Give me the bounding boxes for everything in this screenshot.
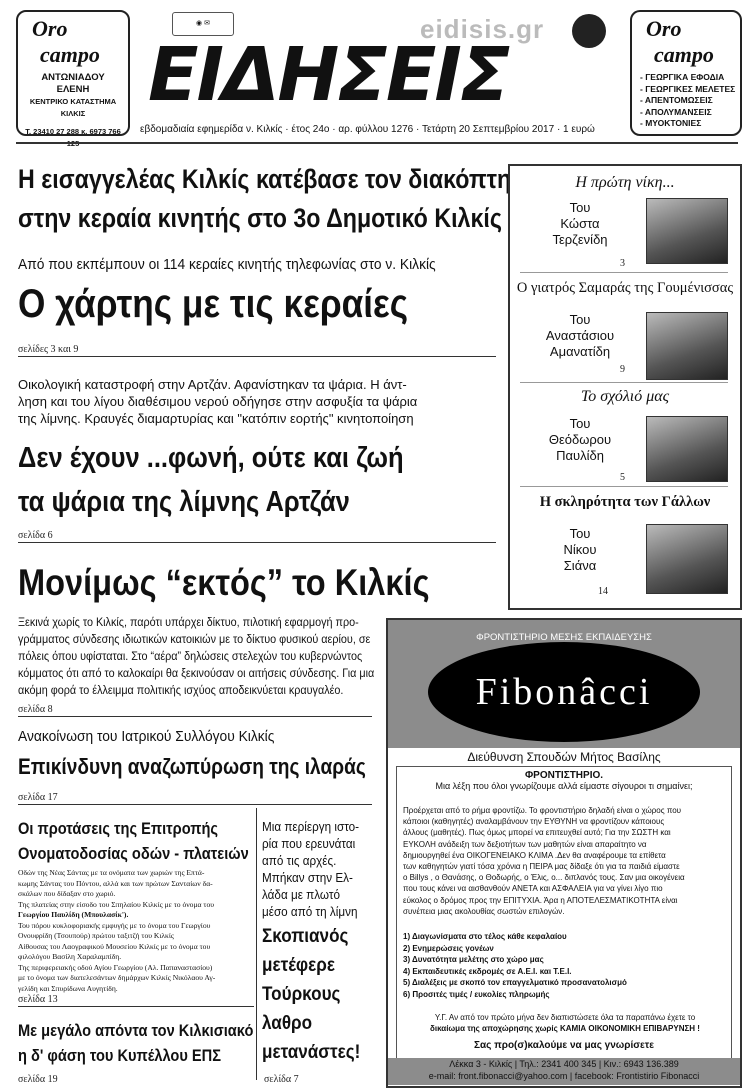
story5-text-line: Του πόρου κυκλοφοριακής εμφυγής με το όνομα του Γεωργίου xyxy=(18,920,211,930)
story6-headline-line[interactable]: Τούρκους xyxy=(262,984,341,1005)
ad-director: Διεύθυνση Σπουδών Μήτος Βασίλης xyxy=(467,750,661,764)
story5-text-line: Της πλατείας στην είσοδο του Σπηλαίου Κιλκίς με το όνομα του xyxy=(18,899,215,909)
byline: Του xyxy=(569,416,591,431)
story4-kicker: Ανακοίνωση του Ιατρικού Συλλόγου Κιλκίς xyxy=(18,728,275,745)
divider xyxy=(520,382,728,383)
story5-text-line: Γεωργίου Παυλίδη (Μπουλασίκ'). xyxy=(18,910,129,919)
divider xyxy=(18,716,372,717)
story6-text-line: Μια περίεργη ιστο- xyxy=(262,819,360,834)
story4-page-ref: σελίδα 17 xyxy=(18,792,58,803)
divider xyxy=(18,804,372,805)
story6-headline-line[interactable]: μετανάστες! xyxy=(262,1042,361,1063)
story6-headline-line[interactable]: μετέφερε xyxy=(262,955,335,976)
story3-page-ref: σελίδα 8 xyxy=(18,704,53,715)
story2-headline-line1[interactable]: Δεν έχουν ...φωνή, ούτε και ζωή xyxy=(18,442,404,474)
ad-text-line: άλλους (μαθητές). Πως όμως μπορεί να επιτευχθεί αυτό; Για την ΣΩΣΤΗ και xyxy=(403,828,671,838)
story5-page-ref: σελίδα 13 xyxy=(18,994,58,1005)
ad-feature: 5) Διαλέξεις με σκοπό τον επαγγελματικό προσανατολισμό xyxy=(403,978,627,988)
story5-text-line: Οδών της Νέας Σάντας με τα ονόματα των χωριών της Επτά- xyxy=(18,868,205,877)
story6-text-line: από τις αρχές. xyxy=(262,853,337,868)
divider xyxy=(18,542,496,543)
author-photo xyxy=(646,198,728,264)
byline: Του xyxy=(569,526,591,541)
ad-text-line: εύκολος ο δρόμος προς την ΕΠΙΤΥΧΙΑ. Άρα η ΑΠΟΤΕΛΕΣΜΑΤΙΚΟΤΗΤΑ είναι xyxy=(403,895,678,905)
media-logo xyxy=(572,14,606,48)
ad-feature: 4) Εκπαιδευτικές εκδρομές σε Α.Ε.Ι. και Τ.Ε.Ι. xyxy=(403,966,572,976)
byline: Κώστα xyxy=(560,216,600,231)
story7-headline-line1[interactable]: Με μεγάλο απόντα τον Κιλκισιακό xyxy=(18,1021,254,1040)
story3-text-line: πόλεις όπου υφίσταται. Στο “αέρα” δηλώσεις στελεχών του κυβερνώντος xyxy=(18,649,363,663)
story1-kicker: Από που εκπέμπουν οι 114 κεραίες κινητής τηλεφωνίας στο ν. Κιλκίς xyxy=(18,256,436,273)
right-advert xyxy=(630,10,742,136)
story2-intro: ληση και του λίγου διαθέσιμου νερού οδήγησε στην ασφυξία τα ψάρια xyxy=(18,394,418,409)
story2-headline-line2[interactable]: τα ψάρια της λίμνης Αρτζάν xyxy=(18,486,350,518)
ad-top-label: ΦΡΟΝΤΙΣΤΗΡΙΟ ΜΕΣΗΣ ΕΚΠΑΙΔΕΥΣΗΣ xyxy=(476,632,652,643)
ad-feature: 6) Προσιτές τιμές / ευκολίες πληρωμής xyxy=(403,989,550,999)
byline: Του xyxy=(569,312,591,327)
service-item: - ΜΥΟΚΤΟΝΙΕΣ xyxy=(640,118,702,128)
story6-text-line: λάδα με πλωτό xyxy=(262,887,341,902)
column-title[interactable]: Ο γιατρός Σαμαράς της Γουμένισσας xyxy=(516,280,734,296)
owner-name: ΕΛΕΝΗ xyxy=(56,84,90,95)
story3-text-line: κόμματος ότι από το καλοκαίρι θα ξεκινούσαν οι αιτήσεις σύνδεσης. Για μια xyxy=(18,666,375,680)
ad-closing: δικαίωμα της αποχώρησης χωρίς ΚΑΜΙΑ ΟΙΚΟΝΟΜΙΚΗ ΕΠΙΒΑΡΥΝΣΗ ! xyxy=(430,1024,700,1034)
byline: Σιάνα xyxy=(563,558,597,573)
ad-text-line: ΕΥΚΟΛΗ ανάδειξη των δεξιοτήτων των μαθητών είναι απαραίτητο να xyxy=(403,839,647,849)
story1-headline-line1[interactable]: Η εισαγγελέας Κιλκίς κατέβασε τον διακόπτη xyxy=(18,164,512,194)
masthead-divider xyxy=(16,142,738,144)
column-page-ref: 14 xyxy=(598,586,608,597)
ad-text-line: των καθηγητών γιατί τόσα χρόνια η ΠΕΙΡΑ μας δίδαξε ότι για τα παιδιά είμαστε xyxy=(403,862,680,872)
story1-headline-line2[interactable]: στην κεραία κινητής στο 3ο Δημοτικό Κιλκίς xyxy=(18,203,502,233)
story2-intro: Οικολογική καταστροφή στην Αρτζάν. Αφανίστηκαν τα ψάρια. Η άντ- xyxy=(18,377,407,392)
column-page-ref: 3 xyxy=(620,258,625,269)
story1-main-headline[interactable]: Ο χάρτης με τις κεραίες xyxy=(18,282,409,326)
story6-page-ref: σελίδα 7 xyxy=(264,1074,299,1085)
story5-text-line: Της περιφερειακής οδού Αγίου Γεωργίου (Αλ. Παπαναστασίου) xyxy=(18,962,213,972)
ad-address: Λέκκα 3 - Κιλκίς | Τηλ.: 2341 400 345 | Κιν.: 6943 136.389 xyxy=(449,1059,679,1069)
story7-headline-line2[interactable]: η δ' φάση του Κυπέλλου ΕΠΣ xyxy=(18,1046,221,1065)
story6-text-line: μέσο από τη λίμνη xyxy=(262,904,358,919)
ad-footer xyxy=(388,1058,740,1085)
ad-slogan: Σας προ(σ)καλούμε να μας γνωρίσετε xyxy=(473,1040,655,1052)
fibonacci-logo: Fibonâcci xyxy=(475,671,653,713)
ad-closing: Υ.Γ. Αν από τον πρώτο μήνα δεν διαπιστώσετε όλα τα παραπάνω έχετε το xyxy=(434,1013,696,1023)
story5-text-line: σκάλων που δίδαξαν στο χωριό. xyxy=(18,889,116,898)
story5-text-line: Αίθουσας του Λαογραφικού Μουσείου Κιλκίς με το όνομα του xyxy=(18,941,211,951)
column-page-ref: 5 xyxy=(620,472,625,483)
fibonacci-advert[interactable] xyxy=(386,618,742,1088)
ad-tagline: Μια λέξη που όλοι γνωρίζουμε αλλά είμαστε σίγουροι τι σημαίνει; xyxy=(435,781,693,791)
ad-text-line: δημιουργηθεί ένα ΟΙΚΟΓΕΝΕΙΑΚΟ ΚΛΙΜΑ .Δεν θα αναφέρουμε τα επίθετα xyxy=(403,850,666,860)
ad-text-line: συνέπεια μιας ακολουθίας σωστών επιλογών. xyxy=(403,906,565,916)
column-title[interactable]: Το σχόλιό μας xyxy=(580,388,670,405)
divider xyxy=(18,356,496,357)
ad-title: ΦΡΟΝΤΙΣΤΗΡΙΟ. xyxy=(524,770,604,781)
story6-headline-line[interactable]: Σκοπιανός xyxy=(262,926,349,947)
author-photo xyxy=(646,416,728,482)
oro-campo-logo-right: Oro campo xyxy=(646,16,714,67)
story5-text-line: γελίδη και Σπυρίδωνα Αυγητίδη. xyxy=(18,983,118,993)
author-photo xyxy=(646,524,728,594)
owner-surname: ΑΝΤΩΝΙΑΔΟΥ xyxy=(41,72,105,83)
byline: Αναστάσιου xyxy=(545,328,615,343)
story3-headline[interactable]: Μονίμως “εκτός” το Κιλκίς xyxy=(18,562,430,603)
story3-text-line: Ξεκινά χωρίς το Κιλκίς, παρότι υπάρχει δίκτυο, πιλοτική εφαρμογή προ- xyxy=(18,615,359,629)
story7-page-ref: σελίδα 19 xyxy=(18,1074,58,1085)
opinion-sidebar xyxy=(508,164,742,610)
story2-page-ref: σελίδα 6 xyxy=(18,530,53,541)
ad-text-line: ο Billys , ο Θανάσης, ο Θοδωρής, ο Έλις, ο... διπλανός τους. Σαν μια οικογένεια xyxy=(403,873,685,883)
column-page-ref: 9 xyxy=(620,364,625,375)
story5-text-line: Ονουφρίδη (Τσουπούρ) πρώτου ταξιτζή του Κιλκίς xyxy=(18,931,174,940)
service-item: - ΓΕΩΡΓΙΚΑ ΕΦΟΔΙΑ xyxy=(640,72,725,82)
ad-text-line: Προέρχεται από το ρήμα φροντίζω. Το φροντιστήριο δηλαδή είναι ο χώρος που xyxy=(403,806,682,815)
story1-page-ref: σελίδες 3 και 9 xyxy=(18,344,79,355)
divider xyxy=(18,1006,254,1007)
author-photo xyxy=(646,312,728,380)
ad-feature: 2) Ενημερώσεις γονέων xyxy=(403,943,494,953)
divider xyxy=(520,486,728,487)
byline: Του xyxy=(569,200,591,215)
divider xyxy=(520,272,728,273)
service-item: - ΑΠΕΝΤΟΜΩΣΕΙΣ xyxy=(640,95,713,105)
oro-campo-logo: Oro campo xyxy=(32,16,100,67)
byline: Νίκου xyxy=(563,542,597,557)
story5-headline-line1[interactable]: Οι προτάσεις της Επιτροπής xyxy=(18,819,218,838)
story6-text-line: ρία που ερευνάται xyxy=(262,836,356,851)
story4-headline[interactable]: Επικίνδυνη αναζωπύρωση της ιλαράς xyxy=(18,754,366,779)
column-title[interactable]: Η πρώτη νίκη... xyxy=(575,174,675,191)
ad-text-line: που τους κάνει να αισθανθούν ΑΝΕΤΑ και ΑΣΦΑΛΕΙΑ για να γίνει λίγο πιο xyxy=(403,884,663,894)
story3-text-line: ακόμη φορά το έλλειμμα πολιτικής ισχύος αποδεικνύεται κραυγαλέο. xyxy=(18,683,344,697)
story6-headline-line[interactable]: λαθρο xyxy=(262,1013,313,1034)
story5-text-line: κωμης Σάντας του Πόντου, αλλά και των πρώτων Σανταίων δα- xyxy=(18,878,213,888)
story6-text-line: Μπήκαν στην Ελ- xyxy=(262,870,353,885)
story3-text-line: γράμματος σύνδεσης ιδιωτικών κατοικιών με το δίκτυο φυσικού αερίου, σε xyxy=(18,632,371,646)
issue-info: εβδομαδιαία εφημερίδα ν. Κιλκίς · έτος 24ο · αρ. φύλλου 1276 · Τετάρτη 20 Σεπτεμβρίου 2017 · 1 ευρώ xyxy=(140,124,595,135)
byline: Θεόδωρου xyxy=(548,432,612,447)
header-badges: ◉ ✉ xyxy=(172,12,234,36)
site-url[interactable]: eidisis.gr xyxy=(420,14,545,44)
ad-text-line: κάποιοι (καθηγητές) αναλαμβάνουν την ΕΥΘΥΝΗ να φροντίζουν κάποιους xyxy=(403,817,665,827)
newspaper-title: ΕΙΔΗΣΕΙΣ xyxy=(148,32,509,118)
service-item: - ΓΕΩΡΓΙΚΕΣ ΜΕΛΕΤΕΣ xyxy=(640,83,736,94)
left-advert xyxy=(16,10,130,136)
story2-intro: της λίμνης. Κραυγές διαμαρτυρίας και "κατόπιν εορτής" κινητοποίηση xyxy=(18,411,414,426)
byline: Παυλίδη xyxy=(556,448,604,463)
ad-body xyxy=(396,766,732,1082)
byline: Τερζενίδη xyxy=(552,232,608,247)
story5-text-line: φιλολόγου Βασίλη Χαραλαμπίδη. xyxy=(18,952,122,961)
service-item: - ΑΠΟΛΥΜΑΝΣΕΙΣ xyxy=(640,106,712,117)
ad-feature: 3) Δυνατότητα μελέτης στο χώρο μας xyxy=(403,955,544,965)
byline: Αμανατίδη xyxy=(549,344,611,359)
ad-email[interactable]: e-mail: front.fibonacci@yahoo.com | facebook: Frontistirio Fibonacci xyxy=(428,1070,700,1081)
ad-feature: 1) Διαγωνίσματα στο τέλος κάθε κεφαλαίου xyxy=(403,932,567,942)
store-phone: Τ. 23410 27 288 κ. 6973 766 xyxy=(25,127,121,136)
column-title[interactable]: Η σκληρότητα των Γάλλων xyxy=(539,494,711,510)
story5-text-line: με το όνομα των διατελεσάντων δημάρχων Κιλκίς Νικόλαου Αγ- xyxy=(18,973,216,982)
story5-headline-line2[interactable]: Ονοματοδοσίας οδών - πλατειών xyxy=(18,844,249,863)
store-label: ΚΕΝΤΡΙΚΟ ΚΑΤΑΣΤΗΜΑ ΚΙΛΚΙΣ xyxy=(29,97,117,118)
